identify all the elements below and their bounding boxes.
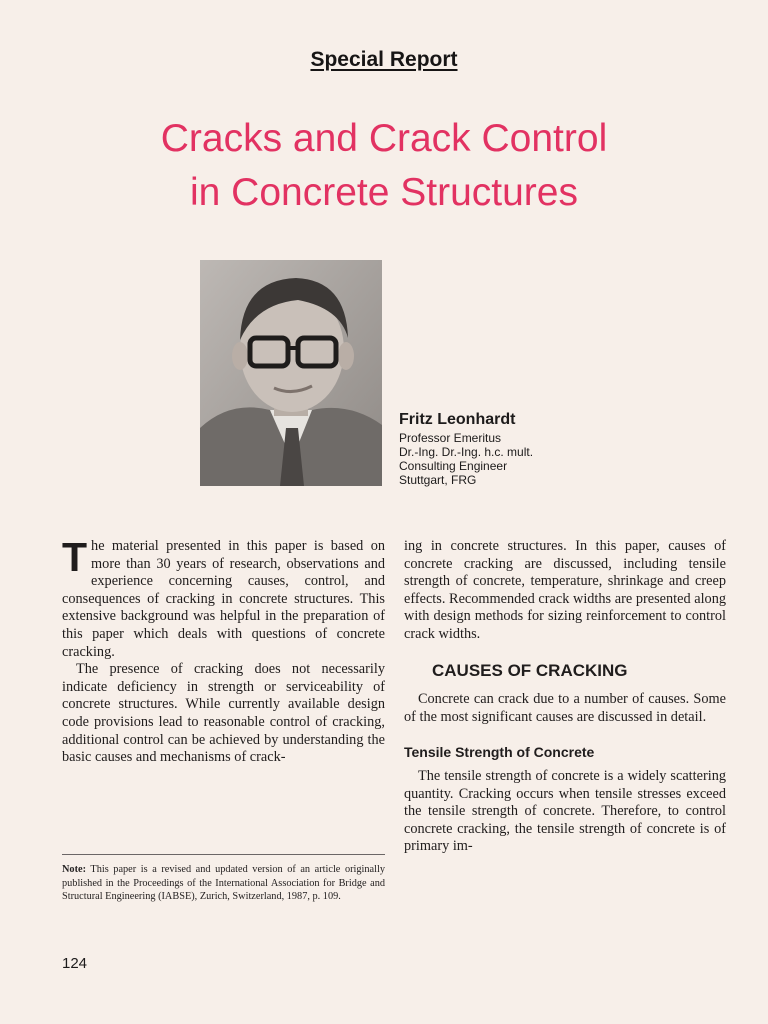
drop-cap: T [62, 534, 88, 580]
page-number: 124 [62, 955, 88, 972]
author-title: Professor Emeritus [399, 431, 502, 445]
author-role: Consulting Engineer [399, 459, 508, 473]
footnote-label: Note: [62, 864, 87, 875]
footnote-text: This paper is a revised and updated version of an article originally published in the Proceedings of the International Association for Bridge and Structural Engineering (IABSE), Zurich, Switzerland, 1987, p. 109. [62, 864, 385, 903]
body-paragraph-5: The tensile strength of concrete is a widely scattering quantity. Cracking occurs when tensile stresses exceed the tensile strength of concrete. Therefore, to control concrete cracking, the tensile strength of concrete is of primary im- [404, 767, 726, 855]
author-name: Fritz Leonhardt [399, 411, 516, 428]
title-line-1: Cracks and Crack Control [160, 117, 608, 160]
author-degrees: Dr.-Ing. Dr.-Ing. h.c. mult. [399, 445, 534, 459]
author-location: Stuttgart, FRG [399, 473, 477, 487]
body-paragraph-3: ing in concrete structures. In this paper, causes of concrete cracking are discussed, including tensile strength of concrete, temperature, shrinkage and creep effects. Recommended crack widths are presented along with design methods for sizing reinforcement to control crack widths. [404, 538, 726, 642]
right-column [404, 538, 726, 856]
footnote [62, 854, 385, 904]
body-paragraph-4: Concrete can crack due to a number of causes. Some of the most significant causes are discussed in detail. [404, 691, 726, 725]
article-title [60, 112, 708, 220]
intro-text: he material presented in this paper is based on more than 30 years of research, observations and experience concerning causes, control, and consequences of cracking in concrete structures. This extensive background was helpful in the preparation of this paper which deals with questions of concrete cracking. [62, 538, 385, 660]
author-block [399, 411, 639, 487]
portrait-image [200, 260, 382, 486]
left-column [62, 534, 385, 767]
author-portrait [200, 260, 382, 486]
section-heading: CAUSES OF CRACKING [432, 660, 628, 680]
title-line-2: in Concrete Structures [189, 171, 578, 214]
intro-paragraph [62, 534, 385, 661]
report-kicker: Special Report [310, 48, 458, 71]
body-paragraph-2: The presence of cracking does not necessarily indicate deficiency in strength or serviceability of concrete structures. While currently available design code provisions lead to reasonable control of cracking, additional control can be achieved by understanding the basic causes and mechanisms of crack- [62, 661, 385, 766]
subsection-heading: Tensile Strength of Concrete [404, 744, 595, 761]
